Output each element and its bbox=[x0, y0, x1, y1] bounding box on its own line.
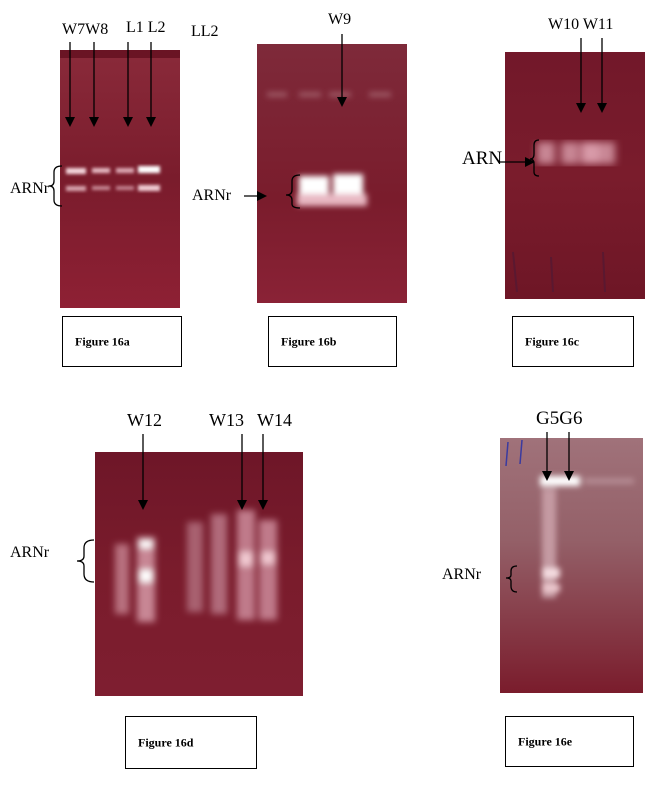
arnr-label-16a: ARNr bbox=[10, 180, 50, 197]
lane-label-l1l2: L1 L2 bbox=[126, 19, 166, 36]
caption-box-16c bbox=[512, 316, 634, 367]
lane-label-w14: W14 bbox=[257, 410, 292, 430]
caption-box-16e bbox=[505, 716, 634, 767]
caption-box-16a bbox=[62, 316, 182, 367]
lane-label-w10w11: W10 W11 bbox=[548, 16, 614, 33]
arnr-label-16e: ARNr bbox=[442, 566, 482, 583]
gel-image-16a bbox=[60, 50, 180, 308]
arnr-label-16d: ARNr bbox=[10, 544, 50, 561]
caption-16d: Figure 16d bbox=[138, 735, 194, 749]
gel-image-16b bbox=[257, 44, 407, 303]
gel-image-16d bbox=[95, 452, 303, 696]
lane-label-w9: W9 bbox=[328, 11, 352, 28]
gel-image-16c bbox=[505, 52, 645, 299]
arn-label-16c: ARN bbox=[462, 148, 503, 169]
caption-box-16d bbox=[125, 716, 257, 769]
lane-label-ll2: LL2 bbox=[191, 23, 219, 40]
lane-label-w12: W12 bbox=[127, 410, 162, 430]
lane-label-w7w8: W7W8 bbox=[62, 21, 109, 38]
lane-label-g5g6: G5G6 bbox=[536, 408, 583, 429]
caption-16c: Figure 16c bbox=[525, 334, 580, 348]
arnr-label-16b: ARNr bbox=[192, 187, 232, 204]
lane-label-w13: W13 bbox=[209, 410, 244, 430]
caption-16a: Figure 16a bbox=[75, 334, 130, 348]
caption-16b: Figure 16b bbox=[281, 334, 337, 348]
caption-16e: Figure 16e bbox=[518, 734, 573, 748]
caption-box-16b bbox=[268, 316, 397, 367]
gel-image-16e bbox=[500, 438, 643, 693]
